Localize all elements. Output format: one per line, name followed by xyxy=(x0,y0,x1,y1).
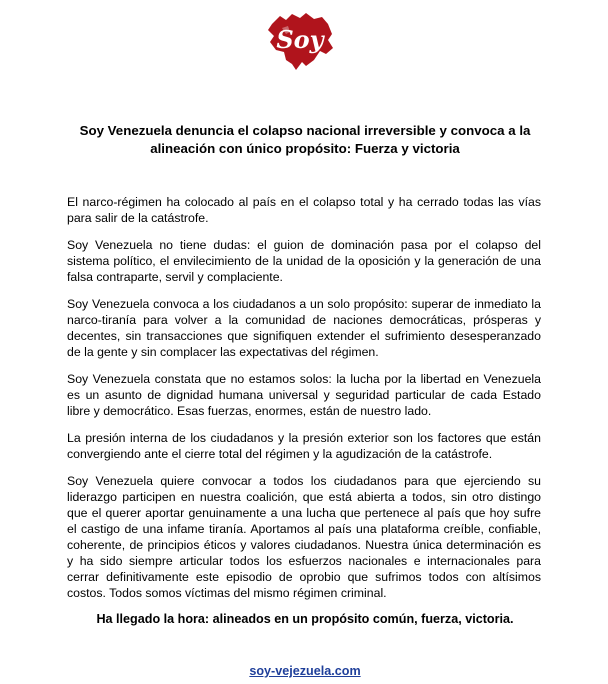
closing-statement: Ha llegado la hora: alineados en un propósito común, fuerza, victoria. xyxy=(96,612,514,626)
document-body xyxy=(67,194,541,612)
paragraph: Soy Venezuela quiere convocar a todos los ciudadanos para que ejerciendo su liderazgo participen en nuestra coalición, que está abierta a todos, sin otro distingo que el querer aportar genuinamente a una lucha que pertenece al país que hoy sufre el castigo de una infame tiranía. Aportamos al país una plataforma creíble, confiable, coherente, de principios éticos y valores ciudadanos. Nuestra única determinación es y ha sido siempre articular todos los esfuerzos nacionales e internacionales para cerrar definitivamente este episodio de oprobio que sufrimos todos con altísimos costos. Todos somos víctimas del mismo régimen criminal. xyxy=(67,474,541,600)
paragraph: Soy Venezuela no tiene dudas: el guion de dominación pasa por el colapso del sistema político, el envilecimiento de la unidad de la oposición y la generación de una falsa contraparte, servil y complaciente. xyxy=(67,238,541,284)
svg-text:Soy: Soy xyxy=(276,25,324,54)
website-link[interactable]: soy-vejezuela.com xyxy=(249,664,361,678)
document-title: Soy Venezuela denuncia el colapso nacional irreversible y convoca a la alineación con único propósito: Fuerza y victoria xyxy=(79,123,531,156)
website-link-container xyxy=(60,663,550,679)
paragraph: El narco-régimen ha colocado al país en el colapso total y ha cerrado todas las vías para salir de la catástrofe. xyxy=(67,195,541,225)
paragraph: La presión interna de los ciudadanos y la presión exterior son los factores que están convergiendo ante el cierre total del régimen y la agudización de la catástrofe. xyxy=(67,431,541,461)
paragraph: Soy Venezuela convoca a los ciudadanos a un solo propósito: superar de inmediato la narco-tiranía para volver a la comunidad de naciones democráticas, prósperas y decentes, sin transacciones que signifiquen extender el sufrimiento desesperanzado de la gente y sin complacer las expectativas del régimen. xyxy=(67,297,541,359)
paragraph: Soy Venezuela constata que no estamos solos: la lucha por la libertad en Venezuela es un asunto de dignidad humana universal y seguridad particular de cada Estado libre y democrático. Esas fuerzas, enormes, están de nuestro lado. xyxy=(67,372,541,418)
soy-venezuela-logo xyxy=(262,10,338,72)
